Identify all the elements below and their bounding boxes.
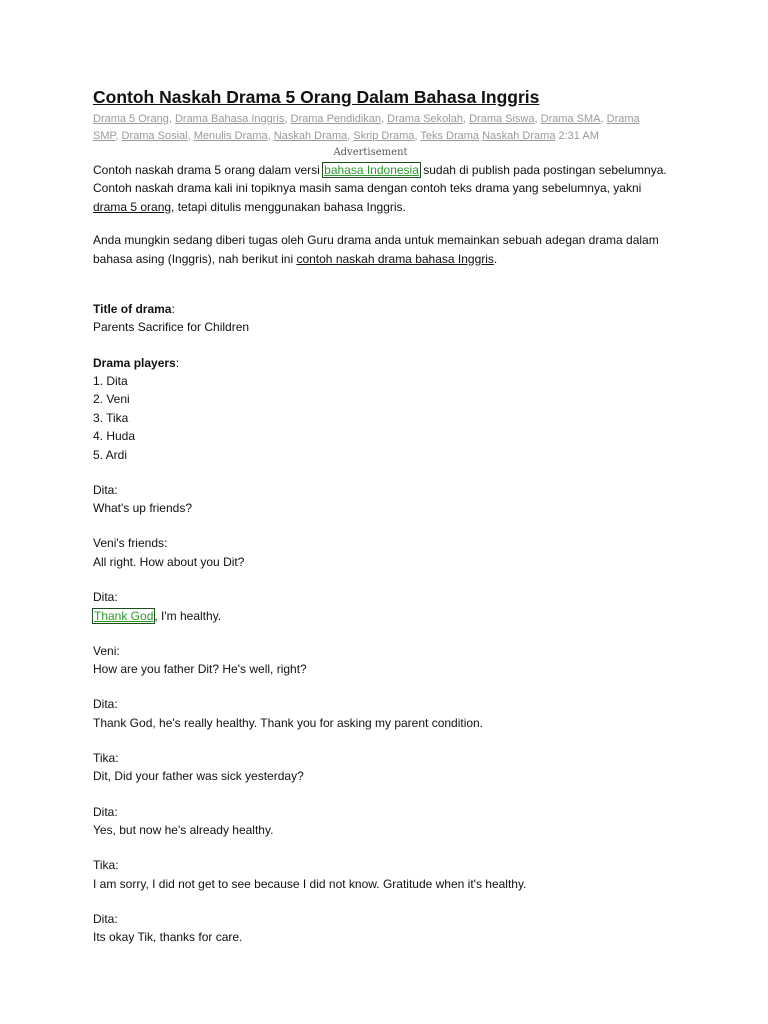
dialogue-speaker: Dita: — [93, 482, 118, 497]
player-item: 5. Ardi — [93, 447, 128, 462]
tag-link[interactable]: Teks Drama — [420, 130, 480, 142]
dialogue-speaker: Veni: — [93, 643, 120, 658]
player-item: 4. Huda — [93, 429, 136, 444]
dialogue-line: Yes, but now he's already healthy. — [93, 822, 274, 837]
tag-link[interactable]: Drama 5 Orang — [93, 113, 169, 125]
dialogue-line: I am sorry, I did not get to see because I did not know. Gratitude when it's healthy. — [93, 876, 527, 891]
intro-text: . — [493, 251, 498, 266]
drama-title-value: Parents Sacrifice for Children — [93, 320, 250, 335]
tag-link[interactable]: Drama Bahasa Inggris — [174, 113, 285, 125]
advertisement-label: Advertisement — [333, 147, 408, 158]
dialogue-speaker: Tika: — [93, 750, 119, 765]
page-title: Contoh Naskah Drama 5 Orang Dalam Bahasa Inggris — [93, 87, 540, 107]
dialogue-line: Its okay Tik, thanks for care. — [93, 930, 243, 945]
tag-link[interactable]: Drama Pendidikan — [290, 113, 382, 125]
dialogue-speaker: Dita: — [93, 911, 118, 926]
dialogue-speaker: Tika: — [93, 858, 119, 873]
tag-link[interactable]: Drama SMA — [540, 113, 601, 125]
dialogue-speaker: Dita: — [93, 804, 118, 819]
tag-link[interactable]: Skrip Drama — [353, 130, 415, 142]
drama-5-orang-link[interactable]: drama 5 orang — [93, 199, 172, 214]
bold-label: Title of drama — [93, 302, 172, 317]
tag-link[interactable]: Drama SMP — [93, 113, 640, 142]
drama-title-label: Title of drama: — [93, 302, 175, 317]
tag-list: Drama 5 Orang, Drama Bahasa Inggris, Drama Pendidikan, Drama Sekolah, Drama Siswa, Drama SMA, Drama SMP, Drama Sosial, Menulis Drama, Naskah Drama, Skrip Drama, Teks Drama Naskah Drama 2:31 AM — [93, 113, 640, 142]
player-item: 3. Tika — [93, 410, 129, 425]
intro-text: Anda mungkin sedang diberi tugas oleh Guru drama anda untuk memainkan sebuah adegan drama dalam bahasa asing (Inggris), nah berikut ini — [93, 233, 659, 266]
dialogue-line: Dit, Did your father was sick yesterday? — [93, 769, 304, 784]
dialogue-line: What's up friends? — [93, 501, 193, 516]
player-item: 1. Dita — [93, 374, 128, 389]
tag-link[interactable]: Drama Sekolah — [387, 113, 463, 125]
dialogue-line: How are you father Dit? He's well, right? — [93, 662, 307, 677]
dialogue-speaker: Dita: — [93, 697, 118, 712]
dialogue-speaker: Veni's friends: — [93, 536, 168, 551]
dialogue-speaker: Dita: — [93, 590, 118, 605]
intro-paragraph-2 — [93, 231, 678, 268]
thank-god-link[interactable]: Thank God — [94, 608, 154, 623]
intro-text: sudah di publish pada postingan sebelumnya. Contoh naskah drama kali ini topiknya masih sama dengan contoh teks drama yang sebelumnya, yakni — [93, 163, 667, 196]
post-label-link[interactable]: Naskah Drama — [482, 130, 556, 142]
dialogue-line — [93, 607, 678, 625]
post-time: 2:31 AM — [558, 130, 599, 142]
intro-text: , tetapi ditulis menggunakan bahasa Inggris. — [171, 199, 406, 214]
dialogue-text: , I'm healthy. — [154, 608, 222, 623]
tag-link[interactable]: Drama Sosial — [121, 130, 188, 142]
players-label: Drama players: — [93, 355, 180, 370]
player-item: 2. Veni — [93, 392, 130, 407]
dialogue-line: Thank God, he's really healthy. Thank you for asking my parent condition. — [93, 715, 484, 730]
naskah-drama-inggris-link[interactable]: contoh naskah drama bahasa Inggris — [296, 251, 494, 266]
bahasa-indonesia-link[interactable]: bahasa Indonesia — [324, 163, 419, 177]
bold-label: Drama players — [93, 355, 176, 370]
tag-link[interactable]: Drama Siswa — [469, 113, 535, 125]
tag-link[interactable]: Naskah Drama — [273, 130, 348, 142]
article — [93, 86, 678, 947]
tag-link[interactable]: Menulis Drama — [193, 130, 268, 142]
intro-text: Contoh naskah drama 5 orang dalam versi — [93, 163, 324, 177]
dialogue-line: All right. How about you Dit? — [93, 554, 245, 569]
intro-paragraph-1 — [93, 161, 678, 216]
